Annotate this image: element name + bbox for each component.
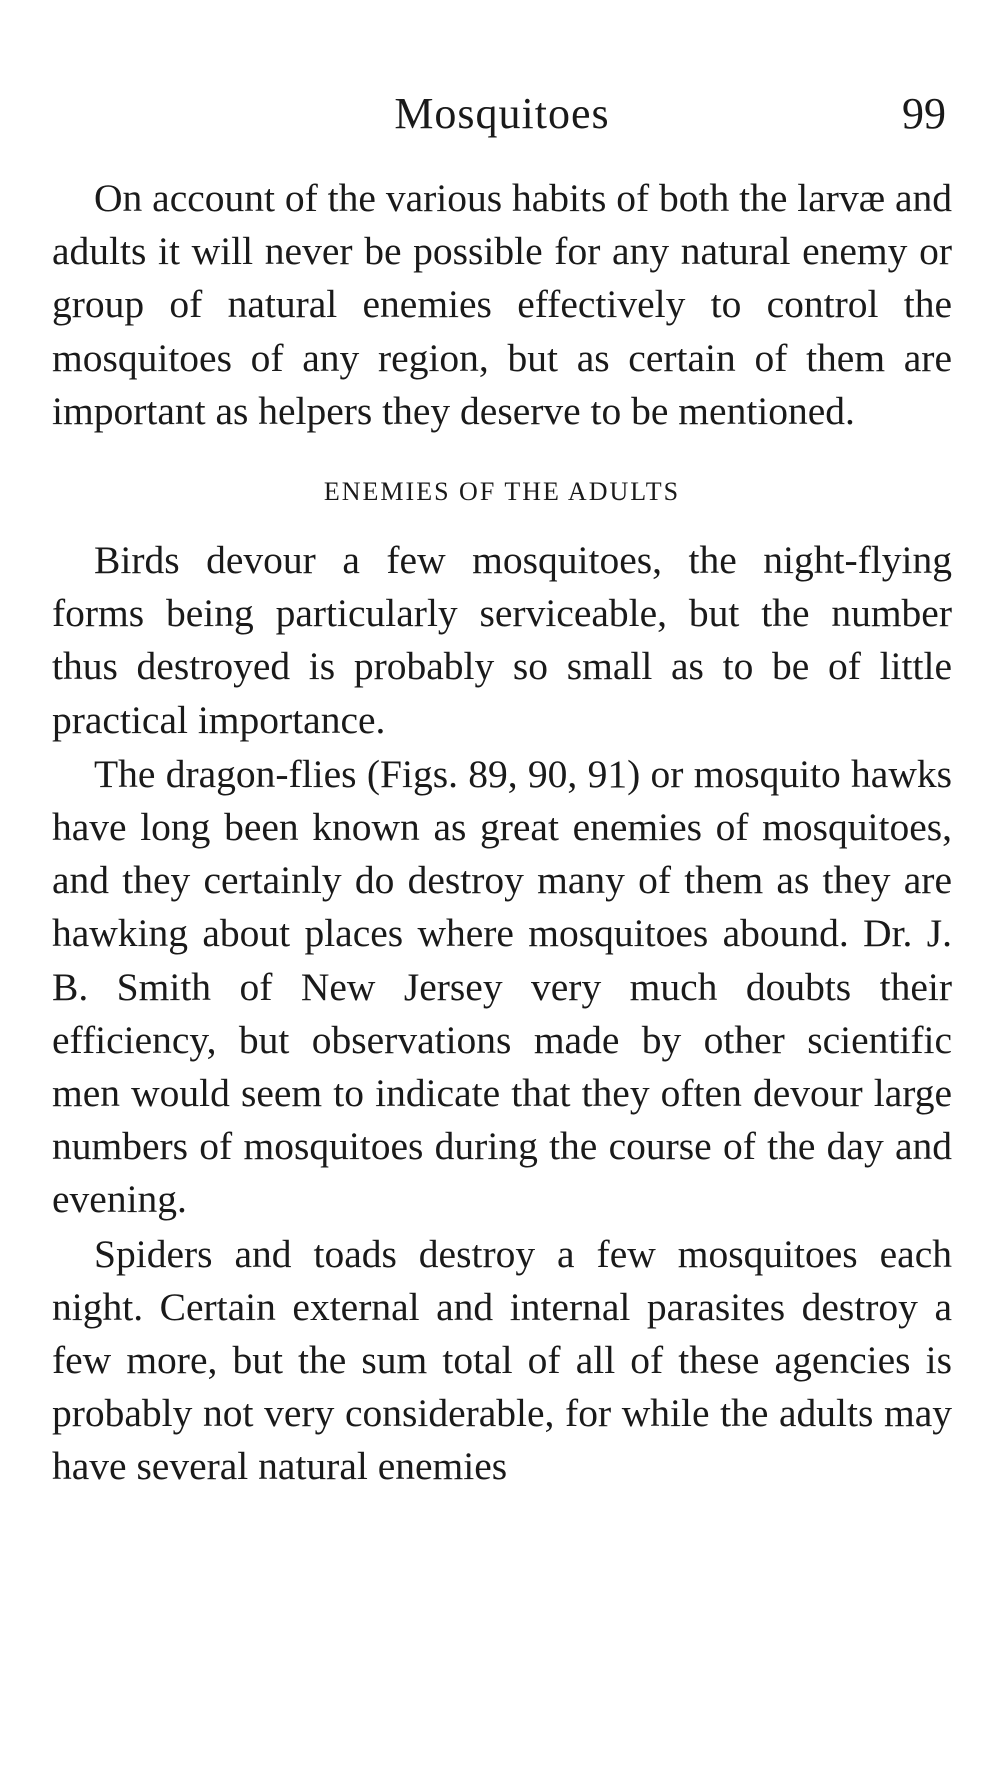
- section-heading: ENEMIES OF THE ADULTS: [323, 477, 681, 507]
- page-number: 99: [902, 89, 946, 138]
- paragraph-spiders: Spiders and toads destroy a few mosquitoes each night. Certain external and internal parasites destroy a few more, but the sum total of all of these agencies is probably not very considerable, for while the adults may have several natural enemies: [52, 1231, 952, 1489]
- body-text: [52, 172, 952, 1494]
- running-head: [52, 84, 952, 144]
- paragraph-dragonflies: The dragon-flies (Figs. 89, 90, 91) or mosquito hawks have long been known as great enemies of mosquitoes, and they certainly do destroy many of them as they are hawking about places where mosquitoes abound. Dr. J. B. Smith of New Jersey very much doubts their efficiency, but observations made by other scientific men would seem to indicate that they often devour large numbers of mosquitoes during the course of the day and evening.: [52, 751, 952, 1222]
- paragraph-birds: Birds devour a few mosquitoes, the night-flying forms being particularly serviceable, but the number thus destroyed is probably so small as to be of little practical importance.: [52, 538, 952, 742]
- book-page: [52, 0, 952, 1785]
- paragraph-intro: On account of the various habits of both the larvæ and adults it will never be possible for any natural enemy or group of natural enemies effectively to control the mosquitoes of any region, but as certain of them are important as helpers they deserve to be mentioned.: [52, 176, 952, 433]
- running-title: Mosquitoes: [394, 89, 610, 138]
